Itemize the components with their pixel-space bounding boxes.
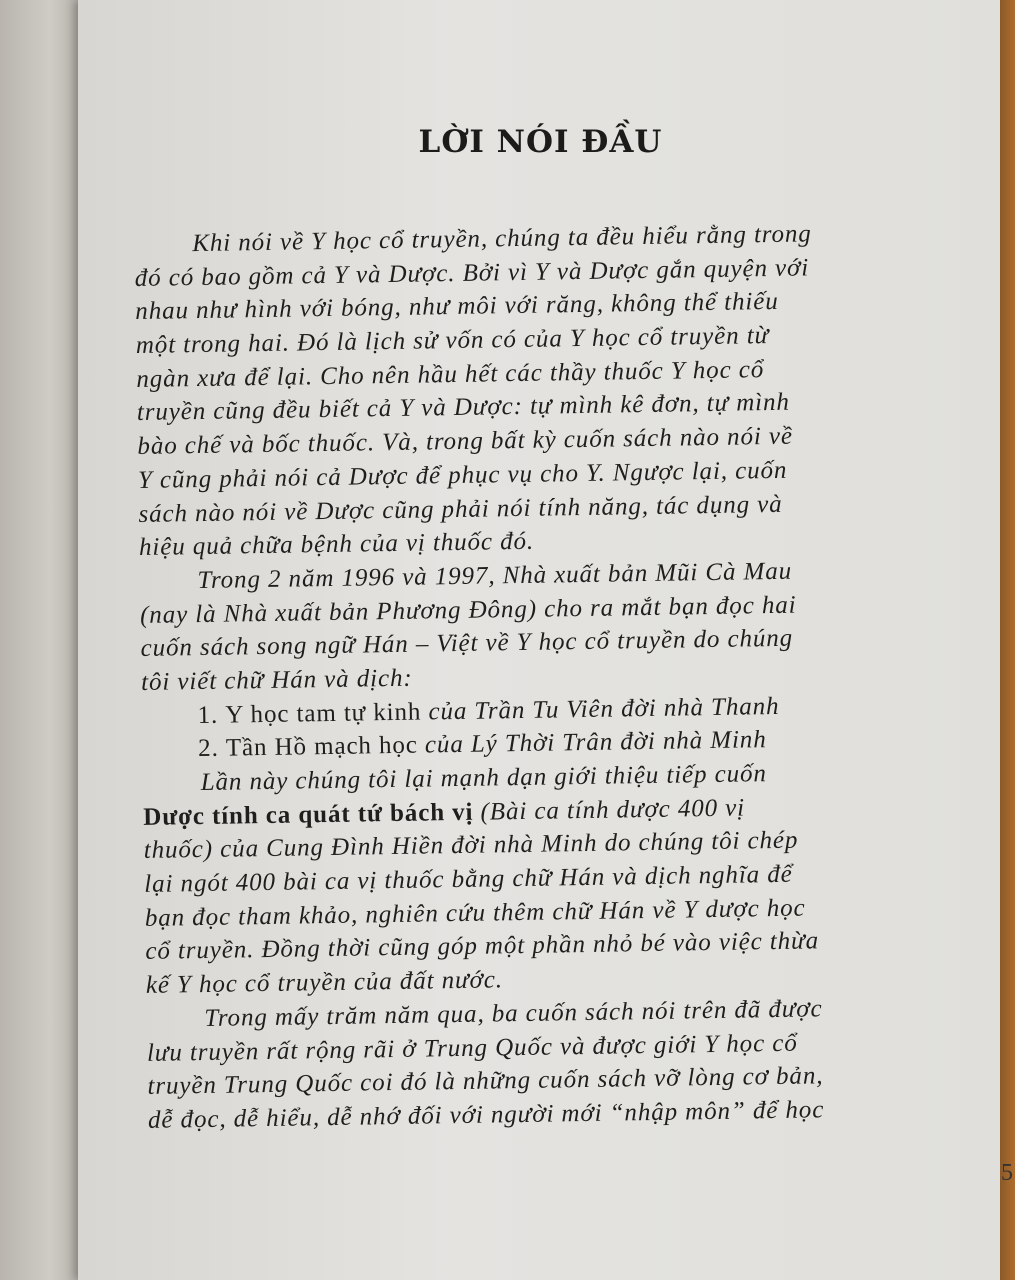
page-number: 5 — [1001, 1160, 1013, 1186]
text-line: dễ đọc, dễ hiểu, dễ nhớ đối với người mới “nhập môn” để học — [147, 1096, 825, 1134]
text-line: hiệu quả chữa bệnh của vị thuốc đó. — [138, 527, 535, 562]
text-line: tôi viết chữ Hán và dịch: — [140, 664, 413, 696]
text-line: Y cũng phải nói cả Dược để phục vụ cho Y. Ngược lại, cuốn — [137, 456, 788, 494]
text-line: bào chế và bốc thuốc. Và, trong bất kỳ cuốn sách nào nói về — [137, 422, 794, 461]
text-line: lại ngót 400 bài ca vị thuốc bằng chữ Hán và dịch nghĩa để — [144, 860, 793, 898]
text-line: ngàn xưa để lại. Cho nên hầu hết các thầy thuốc Y học cổ — [136, 355, 765, 393]
text-line: Trong mấy trăm năm qua, ba cuốn sách nói trên đã được — [204, 995, 823, 1032]
text-line: lưu truyền rất rộng rãi ở Trung Quốc và được giới Y học cổ — [146, 1029, 798, 1067]
text-line: bạn đọc tham khảo, nghiên cứu thêm chữ Hán về Y dược học — [144, 894, 806, 932]
text-line: đó có bao gồm cả Y và Dược. Bởi vì Y và Dược gắn quyện với — [134, 254, 810, 292]
text-line: sách nào nói về Dược cũng phải nói tính năng, tác dụng và — [138, 490, 783, 528]
list-item: 1. Y học tam tự kinh của Trần Tu Viên đời nhà Thanh — [197, 692, 780, 729]
text-line: thuốc) của Cung Đình Hiền đời nhà Minh do chúng tôi chép — [143, 827, 799, 865]
text-line: Khi nói về Y học cổ truyền, chúng ta đều hiểu rằng trong — [192, 220, 812, 258]
text-line: cổ truyền. Đồng thời cũng góp một phần nhỏ bé vào việc thừa — [145, 927, 820, 966]
text-line: (nay là Nhà xuất bản Phương Đông) cho ra mắt bạn đọc hai — [139, 591, 797, 629]
page-title: LỜI NÓI ĐẦU — [418, 124, 663, 160]
text-line: Dược tính ca quát tứ bách vị (Bài ca tính dược 400 vị — [143, 794, 746, 831]
text-line: truyền cũng đều biết cả Y và Dược: tự mình kê đơn, tự mình — [136, 389, 791, 427]
text-line: Trong 2 năm 1996 và 1997, Nhà xuất bản Mũi Cà Mau — [197, 557, 793, 594]
book-title: Dược tính ca quát tứ bách vị — [143, 798, 474, 831]
text-line: một trong hai. Đó là lịch sử vốn có của Y học cổ truyền từ — [135, 322, 770, 360]
page-body — [134, 214, 1015, 1137]
text-line: cuốn sách song ngữ Hán – Việt về Y học cổ truyền do chúng — [140, 624, 794, 663]
text-line: kế Y học cổ truyền của đất nước. — [145, 966, 504, 1000]
book-cover-edge — [1000, 0, 1015, 1280]
text-line: nhau như hình với bóng, như môi với răng, không thể thiếu — [135, 288, 779, 326]
text-line: Lần này chúng tôi lại mạnh dạn giới thiệu tiếp cuốn — [200, 760, 768, 797]
book-page — [78, 0, 1003, 1280]
list-item: 2. Tần Hồ mạch học của Lý Thời Trân đời nhà Minh — [197, 726, 767, 763]
text-line: truyền Trung Quốc coi đó là những cuốn sách vỡ lòng cơ bản, — [147, 1062, 824, 1101]
